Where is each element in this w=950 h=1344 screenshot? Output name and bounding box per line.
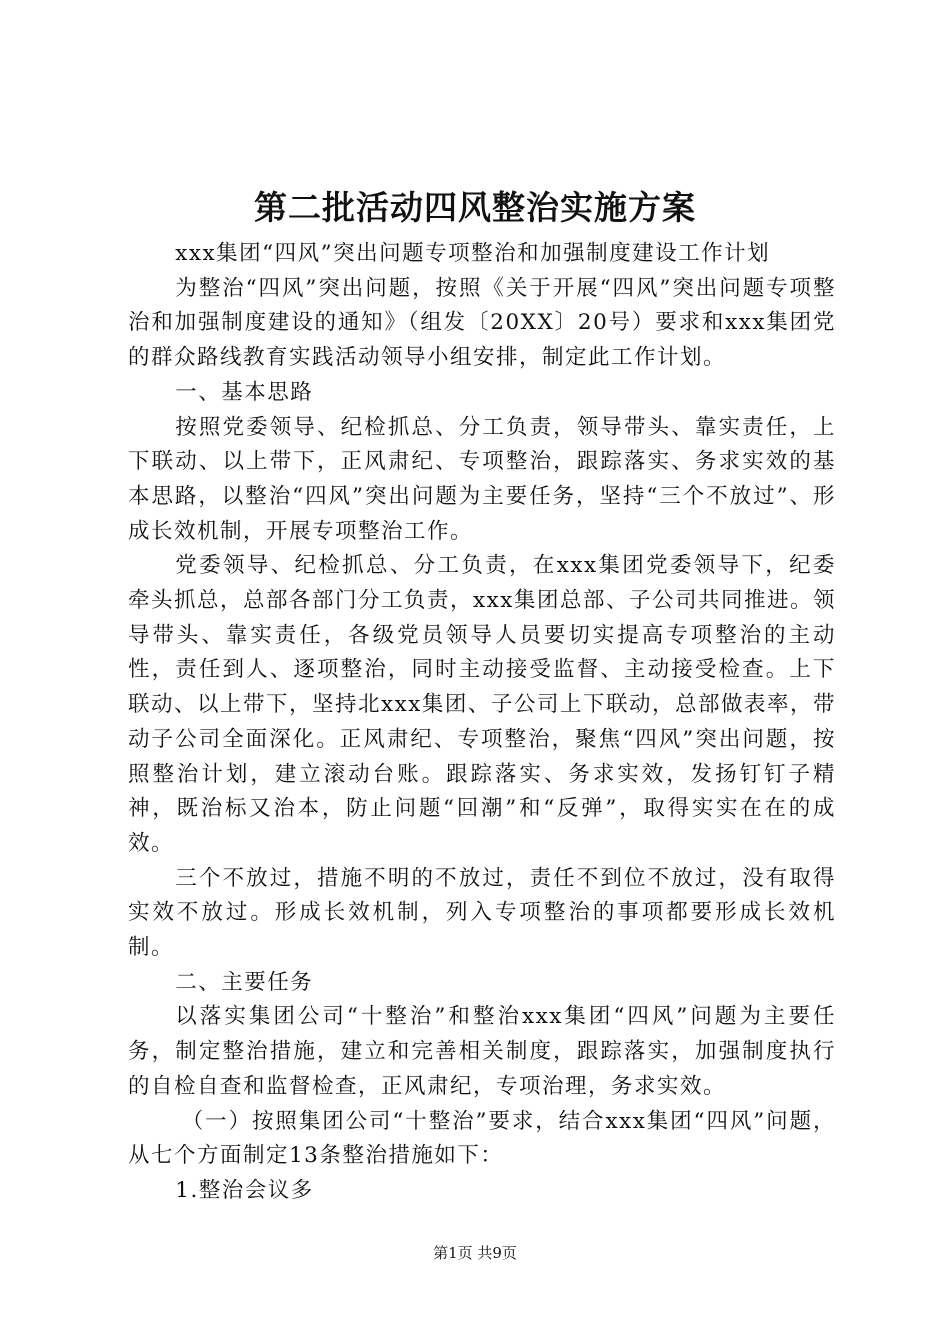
- paragraph-basic-approach: 按照党委领导、纪检抓总、分工负责，领导带头、靠实责任，上下联动、以上带下，正风肃纪、专项整治，跟踪落实、务求实效的基本思路，以整治“四风”突出问题为主要任务，坚持“三个不放过”、形成长效机制，开展专项整治工作。: [128, 414, 836, 544]
- section-heading-basic-approach: 一、基本思路: [175, 379, 314, 405]
- document-body: [128, 237, 836, 1209]
- paragraph-main-tasks: 以落实集团公司“十整治”和整治xxx集团“四风”问题为主要任务，制定整治措施，建立和完善相关制度，跟踪落实，加强制度执行的自检自查和监督检查，正风肃纪，专项治理，务求实效。: [128, 1004, 836, 1099]
- paragraph-leadership: 党委领导、纪检抓总、分工负责，在xxx集团党委领导下，纪委牵头抓总，总部各部门分工负责，xxx集团总部、子公司共同推进。领导带头、靠实责任，各级党员领导人员要切实提高专项整治的主动性，责任到人、逐项整治，同时主动接受监督、主动接受检查。上下联动、以上带下，坚持北xxx集团、子公司上下联动，总部做表率，带动子公司全面深化。正风肃纪、专项整治，聚焦“四风”突出问题，按照整治计划，建立滚动台账。跟踪落实、务求实效，发扬钉钉子精神，既治标又治本，防止问题“回潮”和“反弹”，取得实实在在的成效。: [128, 553, 836, 856]
- paragraph-intro: 为整治“四风”突出问题，按照《关于开展“四风”突出问题专项整治和加强制度建设的通知》（组发〔20XX〕20号）要求和xxx集团党的群众路线教育实践活动领导小组安排，制定此工作计划。: [128, 275, 836, 371]
- page-number: 第1页 共9页: [433, 1244, 517, 1262]
- paragraph-subsection-one: （一）按照集团公司“十整治”要求，结合xxx集团“四风”问题，从七个方面制定13条整治措施如下：: [128, 1108, 836, 1169]
- paragraph-plan-heading: xxx集团“四风”突出问题专项整治和加强制度建设工作计划: [175, 241, 771, 266]
- document-title: 第二批活动四风整治实施方案: [254, 188, 696, 227]
- section-heading-main-tasks: 二、主要任务: [175, 969, 314, 995]
- paragraph-item-one: 1.整治会议多: [175, 1177, 314, 1203]
- paragraph-three-no-pass: 三个不放过，措施不明的不放过，责任不到位不放过，没有取得实效不放过。形成长效机制，列入专项整治的事项都要形成长效机制。: [128, 865, 836, 961]
